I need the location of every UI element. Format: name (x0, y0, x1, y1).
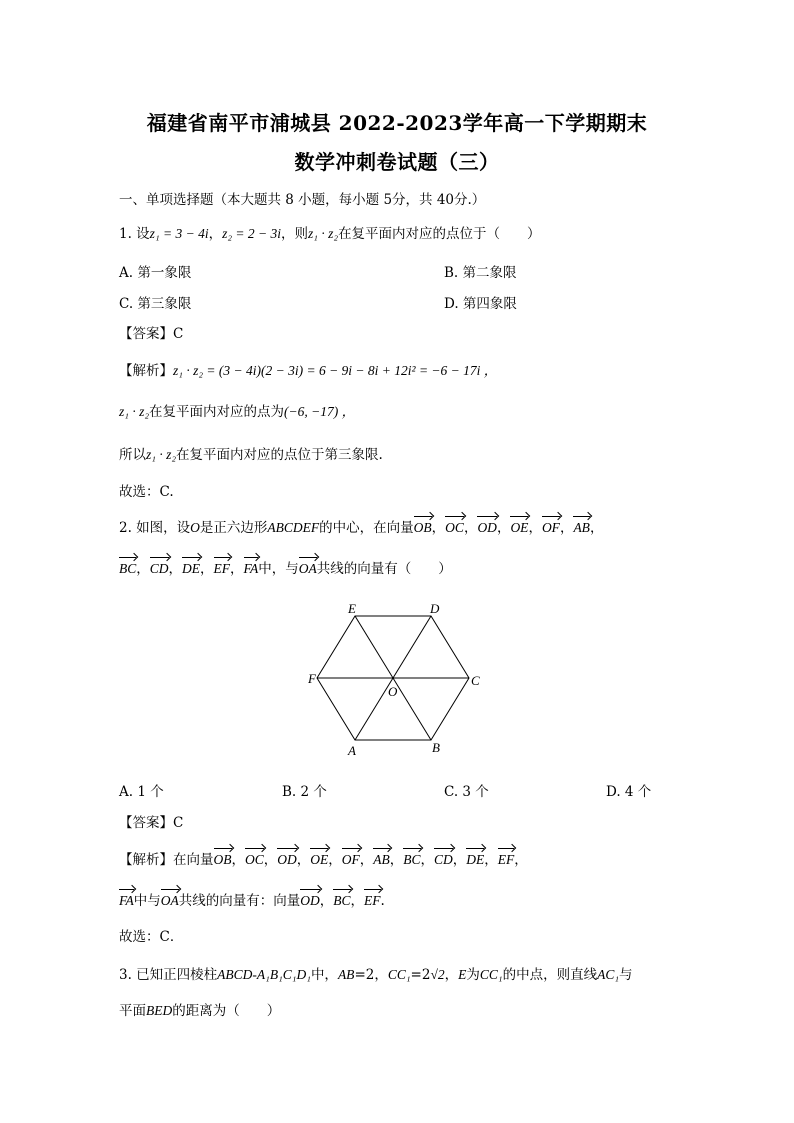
vertex-label-F: F (308, 671, 316, 686)
q1-option-c: C. 第三象限 (119, 296, 192, 312)
q3-stem-line-2 (119, 999, 280, 1019)
vector-OB: OB (213, 852, 232, 867)
q2-line2-text-b: 共线的向量有：向量 (178, 893, 301, 909)
q1-analysis-equation: z₁ · z₂ = (3 − 4i)(2 − 3i) = 6 − 9i − 8i + 12i² = −6 − 17i ， (173, 363, 498, 378)
q3-text-c: ， (444, 967, 459, 983)
q1-stem (119, 222, 541, 242)
vector-DE: DE (466, 852, 485, 867)
q2-vector-list-2 (119, 561, 258, 577)
q2-analysis-line-2 (119, 889, 385, 909)
q3-text-d: 为 (466, 967, 480, 983)
vector-OD: OD (300, 893, 320, 908)
list-separator: ， (528, 520, 542, 536)
q2-vector-OA: OA (298, 561, 317, 576)
q2-vector-list-1 (414, 520, 604, 536)
list-separator: ， (136, 561, 150, 577)
q1-conclusion: 故选：C. (119, 484, 174, 500)
q2-option-d: D. 4 个 (606, 784, 652, 800)
q1-option-a: A. 第一象限 (119, 265, 192, 281)
q2-text-a: 2. 如图，设 (119, 520, 191, 536)
q1-suffix: 在复平面内对应的点位于（ ） (338, 226, 541, 242)
vector-CD: CD (149, 561, 169, 576)
section-heading: 一、单项选择题（本大题共 8 小题，每小题 5分，共 40分.） (119, 192, 486, 208)
vertex-label-C: C (471, 673, 480, 688)
q2-text-b: 是正六边形 (199, 520, 268, 536)
q2-option-a: A. 1 个 (119, 784, 164, 800)
q1-product: z₁ · z₂ (308, 226, 339, 241)
list-separator: ， (231, 852, 245, 868)
vector-FA: FA (243, 561, 259, 576)
q3-text-f: 与 (619, 967, 633, 983)
list-separator: ， (350, 893, 365, 909)
q2-conclusion: 故选：C． (119, 929, 184, 945)
q1-prefix: 1. 设 (119, 226, 150, 242)
q2-analysis-text: 在向量 (173, 852, 214, 868)
q3-plane-bed: BED (146, 1003, 173, 1018)
q3-stem-line-1 (119, 963, 633, 983)
vector-CD: CD (434, 852, 453, 867)
q3-point-E: E (458, 967, 467, 982)
vector-EF: EF (497, 852, 515, 867)
list-separator: ， (452, 852, 467, 868)
list-separator: ， (319, 893, 334, 909)
q1-line2-text: 在复平面内对应的点为 (149, 404, 285, 420)
q2-analysis-line-1 (119, 848, 528, 868)
q2-text-c: 的中心，在向量 (319, 520, 414, 536)
vector-OC: OC (245, 852, 264, 867)
vector-OE: OE (510, 520, 529, 535)
list-separator: ， (420, 852, 435, 868)
q2-hexagon-name: ABCDEF (267, 520, 320, 535)
q1-option-b: B. 第二象限 (444, 265, 517, 281)
vector-OF: OF (541, 520, 560, 535)
q1-analysis-line-1 (119, 359, 497, 379)
q3-ab: AB (337, 967, 355, 982)
q1-analysis-line-2 (119, 400, 355, 420)
q1-answer: 【答案】C (119, 326, 184, 342)
vector-BC: BC (403, 852, 421, 867)
q3-cc1-b: CC₁ (479, 967, 503, 982)
vector-OF: OF (341, 852, 360, 867)
q1-option-d: D. 第四象限 (444, 296, 517, 312)
q1-line2-point: (−6, −17) ， (284, 404, 356, 419)
q1-analysis-label: 【解析】 (119, 363, 173, 379)
vector-OE: OE (310, 852, 329, 867)
list-separator: ， (230, 561, 244, 577)
q2-text-e: 共线的向量有（ ） (316, 561, 452, 577)
q3-eq2: =2 (410, 967, 431, 983)
center-label-O: O (388, 684, 398, 699)
vector-AB: AB (373, 852, 390, 867)
vector-BC: BC (333, 893, 351, 908)
q1-line2-product: z₁ · z₂ (119, 404, 150, 419)
q2-line2-end: . (380, 893, 385, 909)
vector-OD: OD (277, 852, 297, 867)
q3-eq1: =2， (354, 967, 388, 983)
q1-line3-product: z₁ · z₂ (146, 447, 177, 462)
list-separator: ， (559, 520, 574, 536)
q3-line2-a: 平面 (119, 1003, 146, 1019)
list-separator: ， (484, 852, 498, 868)
list-separator: ， (200, 561, 214, 577)
title-line-1: 福建省南平市浦城县 2022-2023学年高一下学期期末 (146, 111, 648, 135)
q2-text-d: 中，与 (258, 561, 299, 577)
q2-option-b: B. 2 个 (282, 784, 327, 800)
list-separator: ， (463, 520, 478, 536)
hexagon-figure (308, 598, 488, 758)
q2-answer: 【答案】C (119, 815, 184, 831)
list-separator: ， (263, 852, 278, 868)
q2-result-vectors (300, 893, 380, 909)
q3-text-b: 中， (310, 967, 338, 983)
vector-AB: AB (573, 520, 590, 535)
q1-z1-def: z₁ = 3 − 4i (149, 226, 209, 241)
q3-prism: ABCD-A₁B₁C₁D₁ (217, 967, 311, 982)
q1-sep: ， (208, 226, 223, 242)
list-separator: ， (496, 520, 511, 536)
q2-line2-vector-OA: OA (160, 893, 179, 908)
vector-EF: EF (213, 561, 231, 576)
vertex-label-D: D (430, 601, 440, 616)
list-separator: ， (359, 852, 374, 868)
vector-BC: BC (119, 561, 137, 576)
list-separator: ， (168, 561, 183, 577)
q2-stem-line-2 (119, 557, 452, 577)
list-separator: ， (514, 852, 528, 868)
list-separator: ， (389, 852, 404, 868)
title-line-2: 数学冲刺卷试题（三） (294, 150, 500, 174)
q2-analysis-label: 【解析】 (119, 852, 173, 868)
q3-cc1: CC₁ (387, 967, 411, 982)
q1-z2-def: z₂ = 2 − 3i (222, 226, 282, 241)
vector-OD: OD (477, 520, 497, 535)
q2-analysis-vector-list (214, 852, 528, 868)
vector-EF: EF (364, 893, 381, 908)
list-separator: ， (296, 852, 311, 868)
vector-OB: OB (413, 520, 432, 535)
list-separator: ， (589, 520, 604, 536)
q3-text-e: 的中点，则直线 (502, 967, 598, 983)
q1-line3-a: 所以 (119, 447, 146, 463)
vector-DE: DE (182, 561, 201, 576)
hexagon-diagram (308, 598, 488, 758)
q3-ac1: AC₁ (597, 967, 620, 982)
list-separator: ， (328, 852, 342, 868)
q2-center-O: O (190, 520, 200, 535)
q3-line2-b: 的距离为（ ） (172, 1003, 281, 1019)
q1-mid: ，则 (281, 226, 309, 242)
list-separator: ， (431, 520, 446, 536)
q3-sqrt: √2 (430, 967, 445, 982)
vertex-label-E: E (348, 601, 356, 616)
q3-text-a: 3. 已知正四棱柱 (119, 967, 218, 983)
vector-OC: OC (445, 520, 464, 535)
q2-line2-text-a: 中与 (133, 893, 161, 909)
vertex-label-A: A (348, 743, 356, 758)
q1-line3-b: 在复平面内对应的点位于第三象限. (176, 447, 383, 463)
q2-stem-line-1 (119, 516, 603, 536)
q2-option-c: C. 3 个 (444, 784, 489, 800)
vertex-label-B: B (432, 740, 440, 755)
q2-vector-FA: FA (119, 893, 134, 908)
q1-analysis-line-3 (119, 443, 383, 463)
